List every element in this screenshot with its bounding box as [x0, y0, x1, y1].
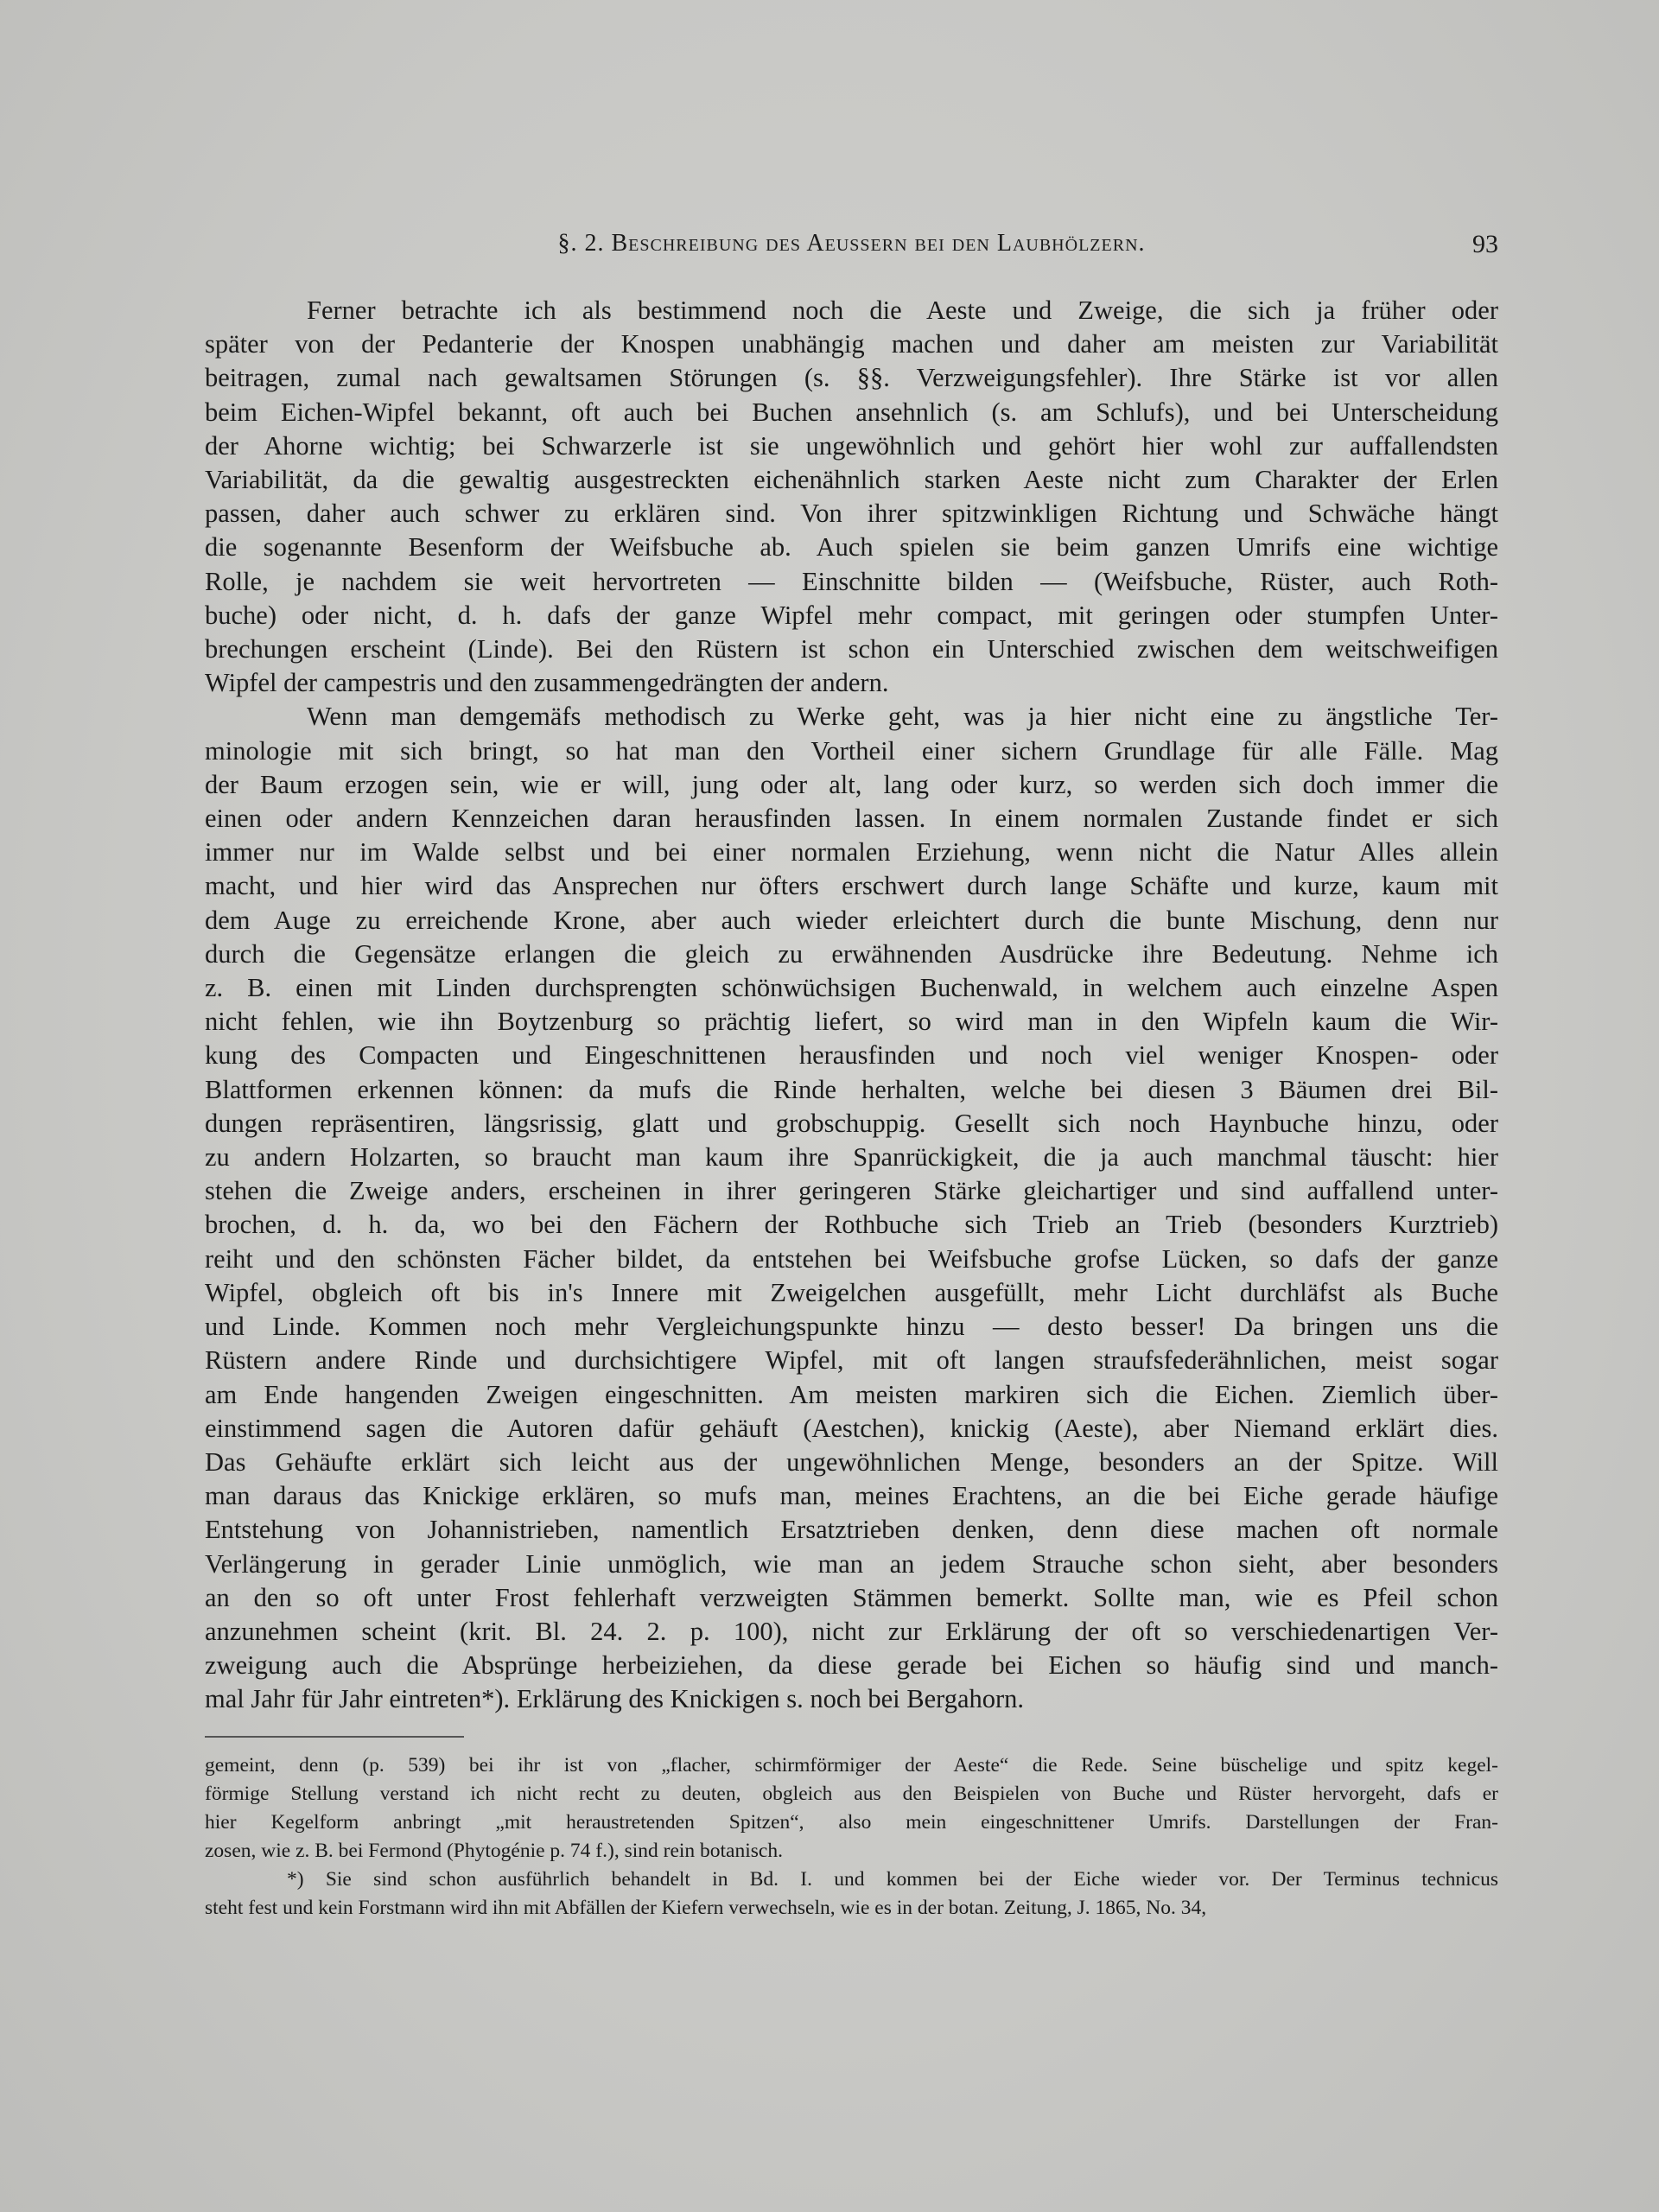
text-line: der Ahorne wichtig; bei Schwarzerle ist sie ungewöhnlich und gehört hier wohl zur auffallendsten: [205, 430, 1498, 461]
text-line: Entstehung von Johannistrieben, namentlich Ersatztrieben denken, denn diese machen oft normale: [205, 1515, 1498, 1545]
text-line: Rolle, je nachdem sie weit hervortreten — Einschnitte bilden — (Weifsbuche, Rüster, auch Roth-: [205, 566, 1498, 596]
text-line: macht, und hier wird das Ansprechen nur öfters erschwert durch lange Schäfte und kurze, kaum mit: [205, 871, 1498, 901]
text-line: beitragen, zumal nach gewaltsamen Störungen (s. §§. Verzweigungsfehler). Ihre Stärke ist vor allen: [205, 363, 1498, 393]
text-line: zu andern Holzarten, so braucht man kaum ihre Spanrückigkeit, die ja auch manchmal täuscht: hier: [205, 1142, 1498, 1173]
text-line: minologie mit sich bringt, so hat man den Vortheil einer sichern Grundlage für alle Fälle. Mag: [205, 735, 1498, 766]
text-line: reiht und den schönsten Fächer bildet, da entstehen bei Weifsbuche grofse Lücken, so dafs der ganze: [205, 1243, 1498, 1274]
text-line: Rüstern andere Rinde und durchsichtigere Wipfel, mit oft langen straufsfederähnlichen, meist sogar: [205, 1345, 1498, 1376]
section-title: §. 2. Beschreibung des Aeussern bei den Laubhölzern.: [557, 230, 1146, 257]
text-line: dem Auge zu erreichende Krone, aber auch wieder erleichtert durch die bunte Mischung, denn nur: [205, 905, 1498, 935]
footnote-line: steht fest und kein Forstmann wird ihn mit Abfällen der Kiefern verwechseln, wie es in der botan. Zeitung, J. 1865, No. 34,: [205, 1897, 1207, 1919]
running-header: [205, 230, 1498, 268]
footnote-line: *) Sie sind schon ausführlich behandelt in Bd. I. und kommen bei der Eiche wieder vor. Der Terminus technicus: [287, 1868, 1498, 1891]
text-line: z. B. einen mit Linden durchsprengten schönwüchsigen Buchenwald, in welchem auch einzelne Aspen: [205, 973, 1498, 1003]
text-line: durch die Gegensätze erlangen die gleich zu erwähnenden Ausdrücke ihre Bedeutung. Nehme ich: [205, 938, 1498, 969]
text-line: einen oder andern Kennzeichen daran herausfinden lassen. In einem normalen Zustande findet er sich: [205, 804, 1498, 834]
text-line: Verlängerung in gerader Linie unmöglich, wie man an jedem Strauche schon sieht, aber besonders: [205, 1548, 1498, 1579]
text-line: stehen die Zweige anders, erscheinen in ihrer geringeren Stärke gleichartiger und sind auffallend unter-: [205, 1176, 1498, 1206]
text-line: kung des Compacten und Eingeschnittenen herausfinden und noch viel weniger Knospen- oder: [205, 1040, 1498, 1071]
page-number: 93: [1472, 230, 1498, 258]
footnote-line: hier Kegelform anbringt „mit heraustretenden Spitzen“, also mein eingeschnittener Umrifs. Darstellungen der Fran-: [205, 1811, 1498, 1834]
footnote-rule: [205, 1736, 464, 1738]
text-line: einstimmend sagen die Autoren dafür gehäuft (Aestchen), knickig (Aeste), aber Niemand erklärt dies.: [205, 1413, 1498, 1443]
text-line: brechungen erscheint (Linde). Bei den Rüstern ist schon ein Unterschied zwischen dem weitschweifigen: [205, 634, 1498, 664]
text-line: Wipfel der campestris und den zusammengedrängten der andern.: [205, 668, 889, 698]
text-line: nicht fehlen, wie ihn Boytzenburg so prächtig liefert, so wird man in den Wipfeln kaum die Wir-: [205, 1007, 1498, 1037]
text-line: Das Gehäufte erklärt sich leicht aus der ungewöhnlichen Menge, besonders an der Spitze. Will: [205, 1446, 1498, 1477]
text-line: passen, daher auch schwer zu erklären sind. Von ihrer spitzwinkligen Richtung und Schwäche hängt: [205, 499, 1498, 529]
text-line: beim Eichen-Wipfel bekannt, oft auch bei Buchen ansehnlich (s. am Schlufs), und bei Unterscheidung: [205, 397, 1498, 427]
text-line: man daraus das Knickige erklären, so mufs man, meines Erachtens, an die bei Eiche gerade häufige: [205, 1481, 1498, 1511]
text-line: später von der Pedanterie der Knospen unabhängig machen und daher am meisten zur Variabilität: [205, 329, 1498, 359]
text-line: buche) oder nicht, d. h. dafs der ganze Wipfel mehr compact, mit geringen oder stumpfen Unter-: [205, 600, 1498, 630]
text-line: brochen, d. h. da, wo bei den Fächern der Rothbuche sich Trieb an Trieb (besonders Kurztrieb): [205, 1210, 1498, 1240]
text-line: mal Jahr für Jahr eintreten*). Erklärung des Knickigen s. noch bei Bergahorn.: [205, 1684, 1025, 1714]
footnote-line: zosen, wie z. B. bei Fermond (Phytogénie p. 74 f.), sind rein botanisch.: [205, 1840, 783, 1862]
text-line: dungen repräsentiren, längsrissig, glatt und grobschuppig. Gesellt sich noch Haynbuche hinzu, oder: [205, 1108, 1498, 1138]
footnotes: [205, 1751, 1498, 1923]
text-line: Wipfel, obgleich oft bis in's Innere mit Zweigelchen ausgefüllt, mehr Licht durchläfst als Buche: [205, 1277, 1498, 1307]
footnote-line: gemeint, denn (p. 539) bei ihr ist von „flacher, schirmförmiger der Aeste“ die Rede. Seine büschelige und spitz kegel-: [205, 1754, 1498, 1777]
text-line: Ferner betrachte ich als bestimmend noch die Aeste und Zweige, die sich ja früher oder: [307, 296, 1498, 325]
text-line: an den so oft unter Frost fehlerhaft verzweigten Stämmen bemerkt. Sollte man, wie es Pfeil schon: [205, 1582, 1498, 1612]
text-line: am Ende hangenden Zweigen eingeschnitten. Am meisten markiren sich die Eichen. Ziemlich über-: [205, 1379, 1498, 1409]
text-line: und Linde. Kommen noch mehr Vergleichungspunkte hinzu — desto besser! Da bringen uns die: [205, 1312, 1498, 1342]
body-text: [205, 294, 1498, 1717]
text-line: Wenn man demgemäfs methodisch zu Werke geht, was ja hier nicht eine zu ängstliche Ter-: [307, 702, 1498, 732]
text-line: Blattformen erkennen können: da mufs die Rinde herhalten, welche bei diesen 3 Bäumen drei Bil-: [205, 1074, 1498, 1104]
text-line: die sogenannte Besenform der Weifsbuche ab. Auch spielen sie beim ganzen Umrifs eine wichtige: [205, 532, 1498, 563]
text-line: immer nur im Walde selbst und bei einer normalen Erziehung, wenn nicht die Natur Alles allein: [205, 837, 1498, 868]
text-line: der Baum erzogen sein, wie er will, jung oder alt, lang oder kurz, so werden sich doch immer die: [205, 769, 1498, 799]
text-line: zweigung auch die Absprünge herbeiziehen, da diese gerade bei Eichen so häufig sind und manch-: [205, 1650, 1498, 1681]
footnote-line: förmige Stellung verstand ich nicht recht zu deuten, obgleich aus den Beispielen von Buche und Rüster hervorgeht, dafs er: [205, 1783, 1498, 1805]
text-line: Variabilität, da die gewaltig ausgestreckten eichenähnlich starken Aeste nicht zum Charakter der Erlen: [205, 465, 1498, 495]
text-line: anzunehmen scheint (krit. Bl. 24. 2. p. 100), nicht zur Erklärung der oft so verschiedenartigen Ver-: [205, 1616, 1498, 1646]
